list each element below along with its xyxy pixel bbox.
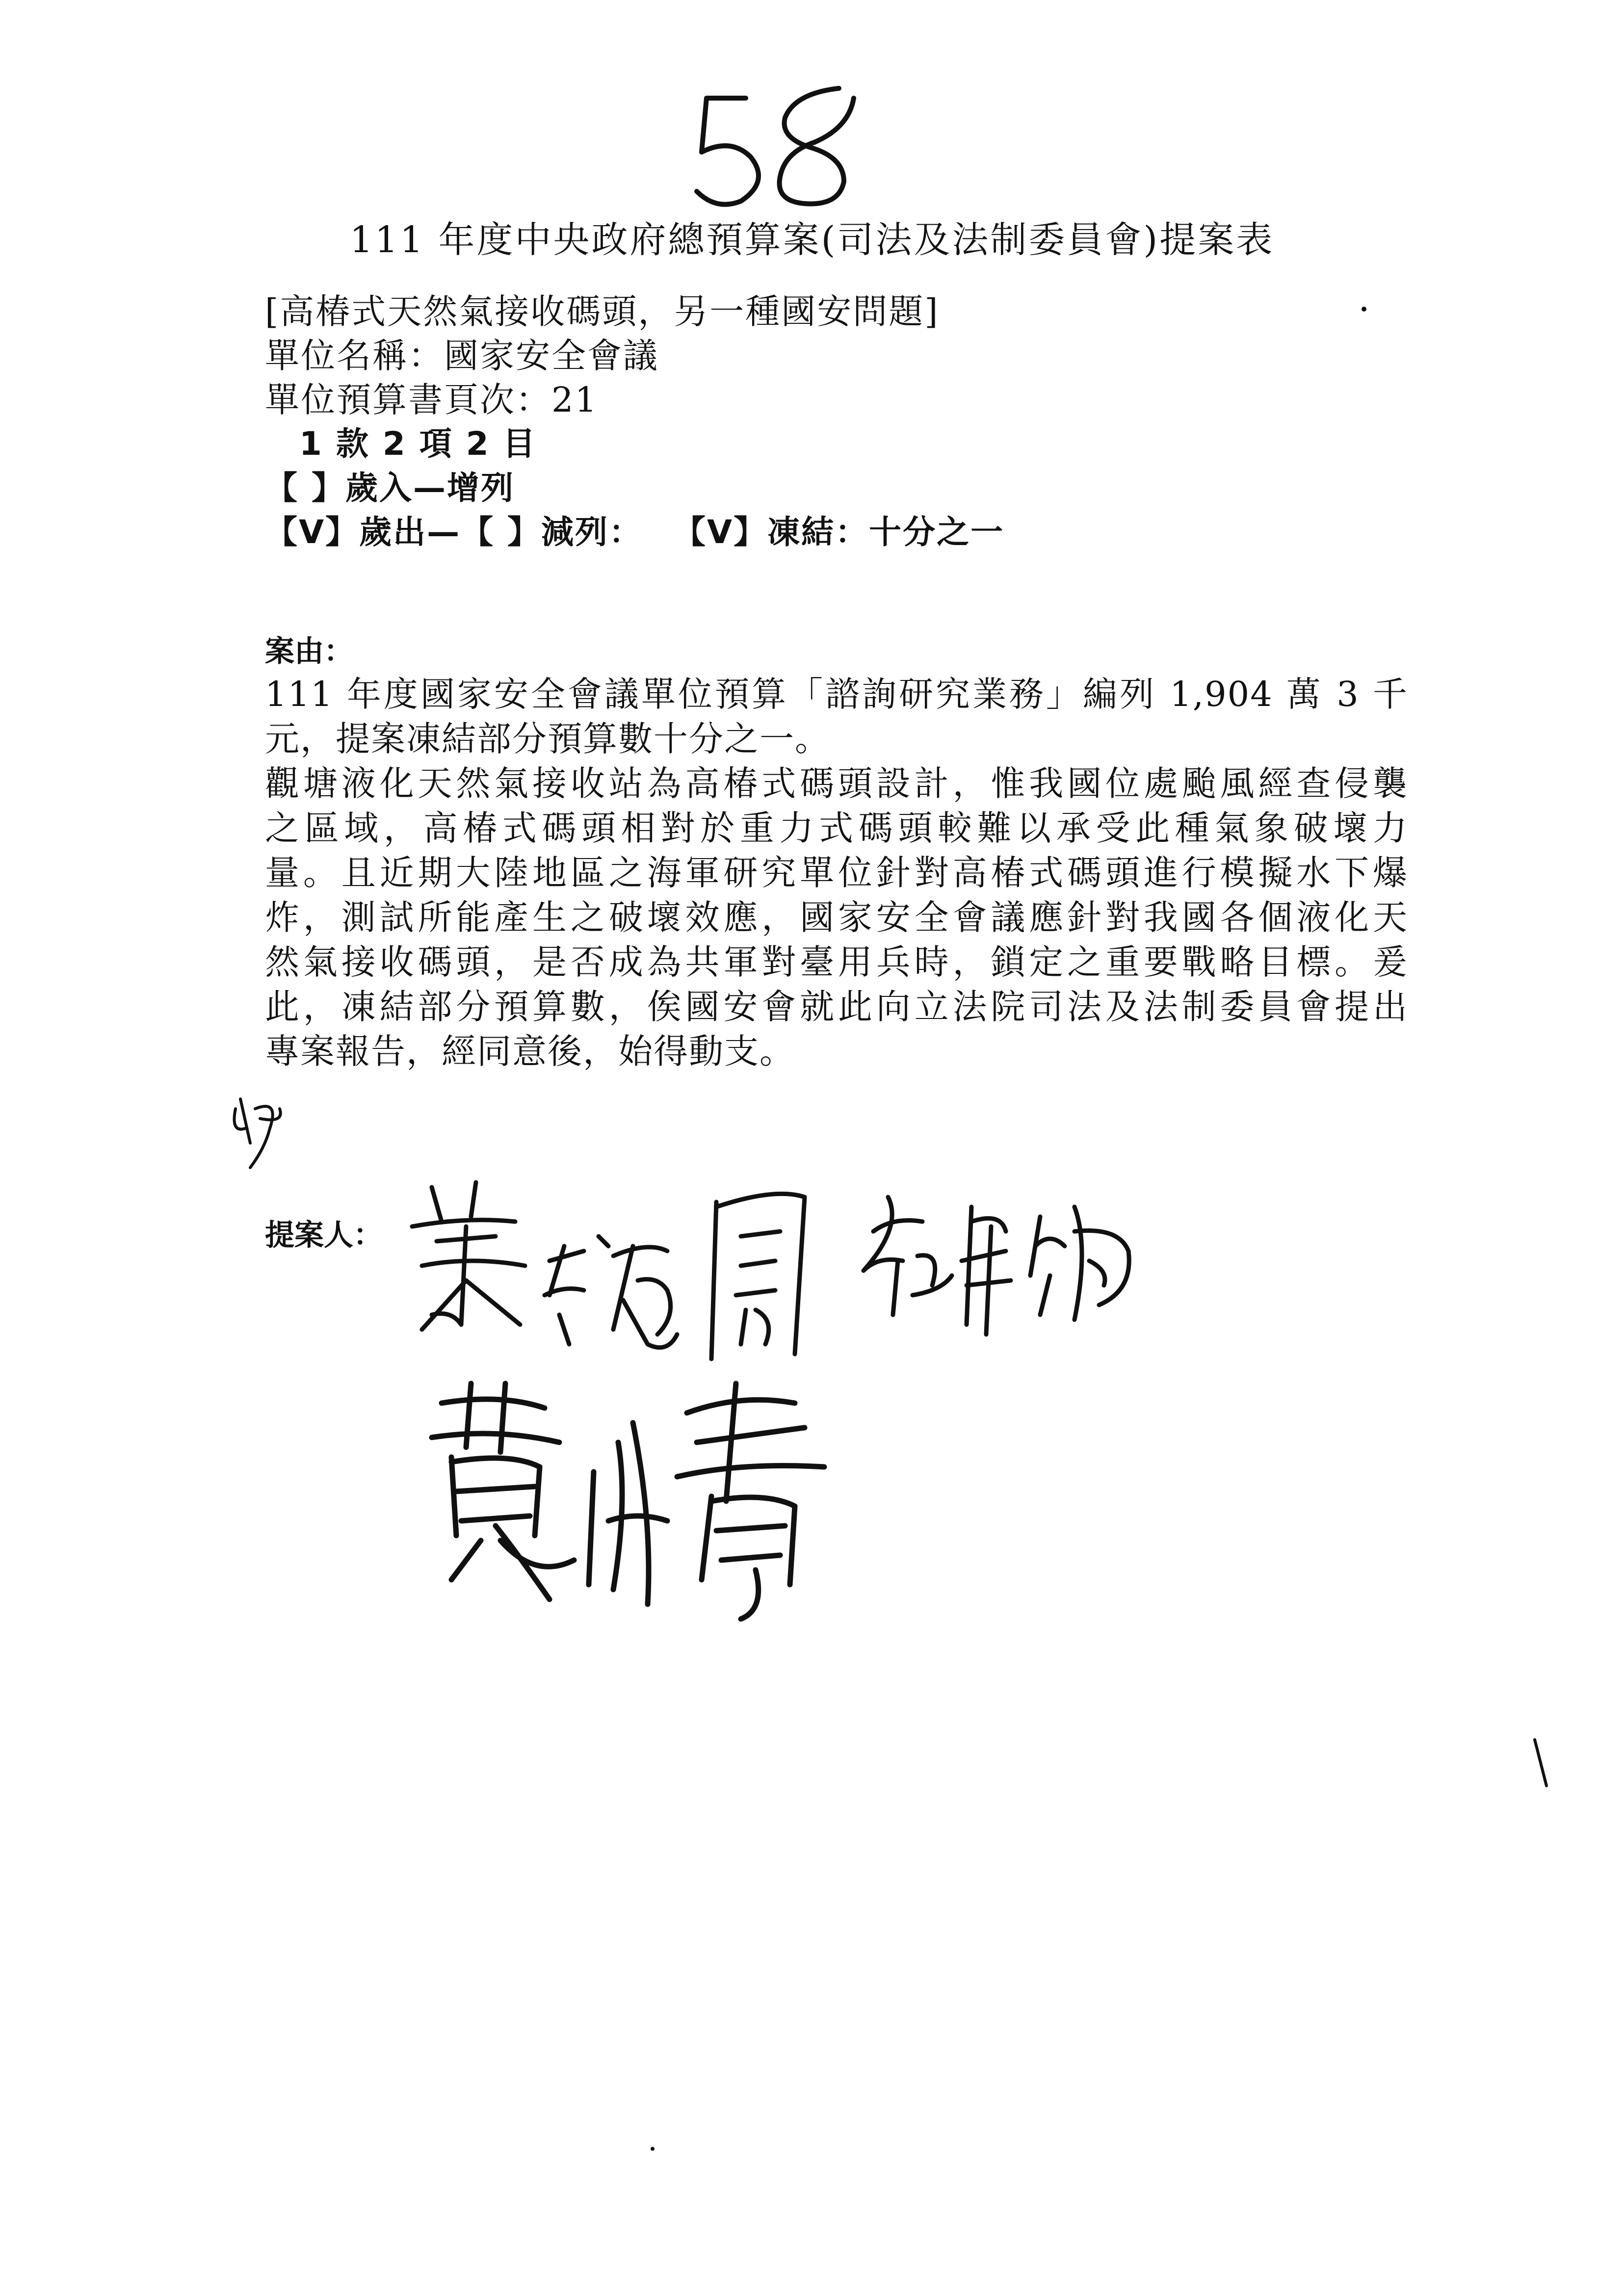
reason-line: 炸，測試所能產生之破壞效應，國家安全會議應針對我國各個液化天 [265, 897, 1408, 938]
reason-line: 此，凍結部分預算數，俟國安會就此向立法院司法及法制委員會提出 [265, 987, 1408, 1027]
stray-pen-mark [1531, 1737, 1550, 1791]
unit-name: 單位名稱：國家安全會議 [265, 336, 659, 376]
proposal-meta [265, 289, 1442, 554]
signature-handwritten [422, 1374, 864, 1629]
reason-line: 元，提案凍結部分預算數十分之一。 [265, 719, 830, 759]
reason-label: 案由： [265, 634, 353, 669]
reason-line: 然氣接收碼頭，是否成為共軍對臺用兵時，鎖定之重要戰略目標。爰 [265, 942, 1408, 982]
reason-line: 觀塘液化天然氣接收站為高椿式碼頭設計，惟我國位處颱風經查侵襲 [265, 763, 1408, 804]
signature-handwritten [402, 1168, 854, 1364]
stray-dot-mark [648, 2144, 657, 2154]
reason-line: 111 年度國家安全會議單位預算「諮詢研究業務」編列 1,904 萬 3 千 [265, 674, 1408, 714]
reason-body [265, 672, 1408, 1074]
revenue-checkbox-line: 【 】歲入—增列 [265, 469, 515, 507]
reason-line: 之區域，高椿式碼頭相對於重力式碼頭較難以承受此種氣象破壞力 [265, 808, 1408, 848]
handwritten-page-number [687, 78, 864, 211]
expenditure-freeze-line: 【V】歲出—【 】減列： 【V】凍結：十分之一 [265, 513, 1005, 551]
reason-line: 量。且近期大陸地區之海軍研究單位針對高椿式碼頭進行模擬水下爆 [265, 853, 1408, 893]
signature-handwritten [844, 1177, 1158, 1339]
proposer-label: 提案人： [265, 1218, 383, 1252]
budget-item-code: 1 款 2 項 2 目 [299, 425, 537, 463]
reason-line: 專案報告，經同意後，始得動支。 [265, 1031, 795, 1071]
document-title: 111 年度中央政府總預算案(司法及法制委員會)提案表 [349, 219, 1275, 261]
handwritten-initial-mark [226, 1089, 289, 1177]
proposal-subject: [高椿式天然氣接收碼頭，另一種國安問題] [265, 291, 940, 332]
budget-page-number: 單位預算書頁次：21 [265, 380, 599, 420]
